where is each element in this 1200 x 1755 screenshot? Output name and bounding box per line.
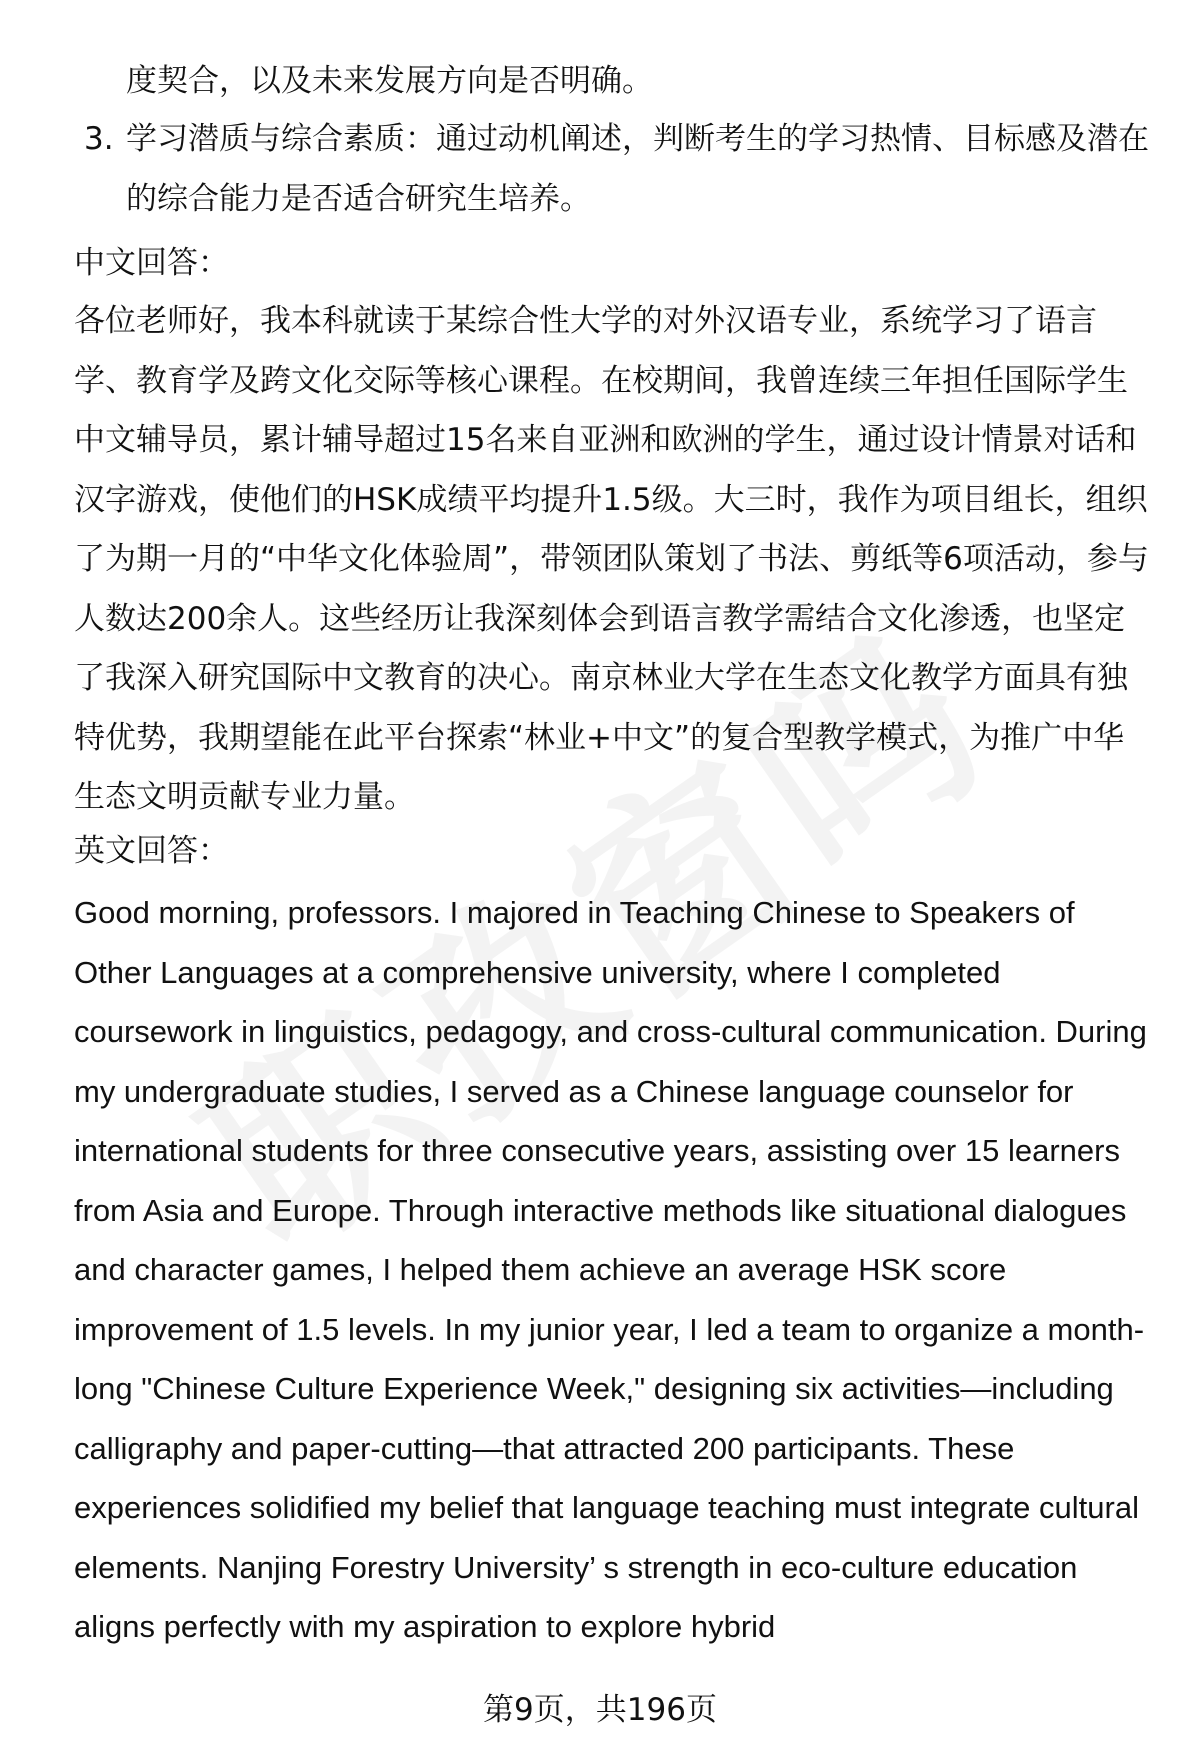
- chinese-answer-content: 各位老师好，我本科就读于某综合性大学的对外汉语专业，系统学习了语言学、教育学及跨文化交际等核心课程。在校期间，我曾连续三年担任国际学生中文辅导员，累计辅导超过15名来自亚洲和欧洲的学生，通过设计情景对话和汉字游戏，使他们的HSK成绩平均提升1.5级。大三时，我作为项目组长，组织了为期一月的“中华文化体验周”，带领团队策划了书法、剪纸等6项活动，参与人数达200余人。这些经历让我深刻体会到语言教学需结合文化渗透，也坚定了我深入研究国际中文教育的决心。南京林业大学在生态文化教学方面具有独特优势，我期望能在此平台探索“林业+中文”的复合型教学模式，为推广中华生态文明贡献专业力量。: [74, 303, 1149, 815]
- english-answer-label: 英文回答：: [74, 833, 229, 869]
- list-item-number: 3.: [84, 121, 114, 157]
- english-answer-content: Good morning, professors. I majored in Teaching Chinese to Speakers of Other Languages at a comprehensive university, where I completed coursework in linguistics, pedagogy, and cross-cultural communication. During my undergraduate studies, I served as a Chinese language counselor for international students for three consecutive years, assisting over 15 learners from Asia and Europe. Through interactive methods like situational dialogues and character games, I helped them achieve an average HSK score improvement of 1.5 levels. In my junior year, I led a team to organize a month-long "Chinese Culture Experience Week," designing six activities—including calligraphy and paper-cutting—that attracted 200 participants. These experiences solidified my belief that language teaching must integrate cultural elements. Nanjing Forestry University’ s strength in eco-culture education aligns perfectly with my aspiration to explore hybrid: [74, 895, 1147, 1644]
- list-item-text: 学习潜质与综合素质：通过动机阐述，判断考生的学习热情、目标感及潜在的综合能力是否适合研究生培养。: [126, 121, 1149, 217]
- continuation-text: 度契合，以及未来发展方向是否明确。: [126, 63, 653, 99]
- chinese-answer-label: 中文回答：: [74, 245, 229, 281]
- page-footer: 第9页，共196页: [483, 1692, 717, 1728]
